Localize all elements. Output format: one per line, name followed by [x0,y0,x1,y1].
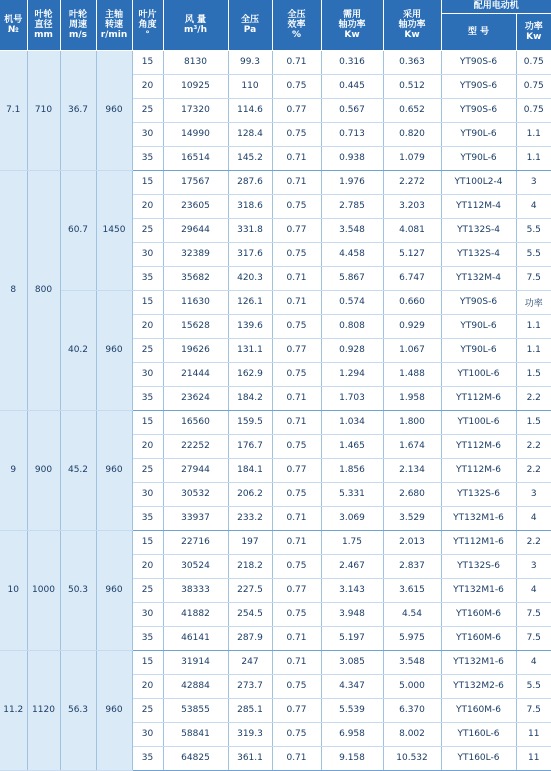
efficiency-cell: 0.71 [272,50,321,74]
total-pressure-cell: 145.2 [228,146,272,170]
used-power-cell: 3.615 [383,578,441,602]
motor-power-cell: 1.5 [516,362,551,386]
blade-angle-cell: 35 [132,506,163,530]
motor-model-cell: YT132S-4 [441,242,516,266]
total-pressure-cell: 254.5 [228,602,272,626]
blade-angle-cell: 35 [132,746,163,770]
motor-model-cell: YT132M1-6 [441,650,516,674]
motor-power-cell: 3 [516,170,551,194]
efficiency-cell: 0.77 [272,578,321,602]
airflow-cell: 10925 [163,74,228,98]
total-pressure-cell: 331.8 [228,218,272,242]
motor-power-cell: 1.1 [516,122,551,146]
motor-model-cell: YT160M-6 [441,626,516,650]
airflow-cell: 33937 [163,506,228,530]
motor-power-cell: 7.5 [516,266,551,290]
required-power-cell: 1.465 [321,434,383,458]
header-used-power: 采用 轴功率 Kw [383,0,441,50]
airflow-cell: 8130 [163,50,228,74]
motor-power-cell: 2.2 [516,530,551,554]
table-header [0,0,551,50]
used-power-cell: 0.652 [383,98,441,122]
efficiency-cell: 0.71 [272,506,321,530]
required-power-cell: 1.856 [321,458,383,482]
efficiency-cell: 0.75 [272,242,321,266]
used-power-cell: 0.820 [383,122,441,146]
efficiency-cell: 0.75 [272,602,321,626]
used-power-cell: 4.54 [383,602,441,626]
header-total-pressure: 全压 Pa [228,0,272,50]
shaft-speed-cell: 960 [96,650,132,770]
total-pressure-cell: 126.1 [228,290,272,314]
blade-angle-cell: 30 [132,242,163,266]
efficiency-cell: 0.75 [272,482,321,506]
efficiency-cell: 0.77 [272,218,321,242]
total-pressure-cell: 318.6 [228,194,272,218]
motor-model-cell: YT160L-6 [441,746,516,770]
motor-model-cell: YT90S-6 [441,290,516,314]
motor-model-cell: YT90S-6 [441,74,516,98]
efficiency-cell: 0.71 [272,170,321,194]
motor-power-cell: 1.1 [516,146,551,170]
airflow-cell: 27944 [163,458,228,482]
efficiency-cell: 0.75 [272,434,321,458]
blade-angle-cell: 25 [132,458,163,482]
motor-power-cell: 1.5 [516,410,551,434]
motor-power-cell: 11 [516,722,551,746]
motor-model-cell: YT132M1-6 [441,578,516,602]
airflow-cell: 16514 [163,146,228,170]
motor-model-cell: YT160L-6 [441,722,516,746]
required-power-cell: 0.445 [321,74,383,98]
blade-angle-cell: 25 [132,98,163,122]
header-motor: 配用电动机 [441,0,551,13]
motor-power-cell: 4 [516,578,551,602]
required-power-cell: 1.294 [321,362,383,386]
efficiency-cell: 0.77 [272,698,321,722]
motor-power-cell: 5.5 [516,674,551,698]
total-pressure-cell: 99.3 [228,50,272,74]
blade-angle-cell: 15 [132,290,163,314]
motor-model-cell: YT90L-6 [441,338,516,362]
used-power-cell: 0.363 [383,50,441,74]
motor-model-cell: YT132S-4 [441,218,516,242]
efficiency-cell: 0.75 [272,362,321,386]
used-power-cell: 3.203 [383,194,441,218]
airflow-cell: 21444 [163,362,228,386]
motor-power-cell: 4 [516,506,551,530]
blade-angle-cell: 25 [132,218,163,242]
used-power-cell: 6.747 [383,266,441,290]
required-power-cell: 0.713 [321,122,383,146]
efficiency-cell: 0.71 [272,146,321,170]
total-pressure-cell: 184.1 [228,458,272,482]
airflow-cell: 53855 [163,698,228,722]
airflow-cell: 15628 [163,314,228,338]
total-pressure-cell: 176.7 [228,434,272,458]
total-pressure-cell: 317.6 [228,242,272,266]
motor-power-cell: 2.2 [516,434,551,458]
table-row [0,410,551,434]
motor-power-cell: 0.75 [516,50,551,74]
machine-no-cell: 8 [0,170,27,410]
header-motor-power: 功率 Kw [516,13,551,50]
motor-model-cell: YT132M-4 [441,266,516,290]
motor-power-cell: 1.1 [516,338,551,362]
efficiency-cell: 0.77 [272,338,321,362]
airflow-cell: 35682 [163,266,228,290]
used-power-cell: 2.837 [383,554,441,578]
motor-model-cell: YT112M-6 [441,386,516,410]
blade-angle-cell: 30 [132,602,163,626]
required-power-cell: 6.958 [321,722,383,746]
total-pressure-cell: 184.2 [228,386,272,410]
efficiency-cell: 0.71 [272,626,321,650]
motor-model-cell: YT112M-4 [441,194,516,218]
efficiency-cell: 0.71 [272,386,321,410]
total-pressure-cell: 110 [228,74,272,98]
required-power-cell: 0.567 [321,98,383,122]
blade-angle-cell: 35 [132,626,163,650]
efficiency-cell: 0.75 [272,722,321,746]
airflow-cell: 29644 [163,218,228,242]
total-pressure-cell: 285.1 [228,698,272,722]
efficiency-cell: 0.71 [272,746,321,770]
efficiency-cell: 0.75 [272,122,321,146]
required-power-cell: 5.867 [321,266,383,290]
motor-power-cell: 2.2 [516,458,551,482]
blade-angle-cell: 30 [132,122,163,146]
header-blade-angle: 叶片 角度 ° [132,0,163,50]
tip-speed-cell: 56.3 [60,650,96,770]
blade-angle-cell: 20 [132,74,163,98]
motor-power-cell: 7.5 [516,698,551,722]
airflow-cell: 38333 [163,578,228,602]
efficiency-cell: 0.71 [272,290,321,314]
airflow-cell: 17567 [163,170,228,194]
motor-power-cell: 7.5 [516,626,551,650]
header-tip-speed: 叶轮 周速 m/s [60,0,96,50]
machine-no-cell: 9 [0,410,27,530]
required-power-cell: 9.158 [321,746,383,770]
header-efficiency: 全压 效率 % [272,0,321,50]
motor-power-cell: 0.75 [516,74,551,98]
header-machine-no: 机号 № [0,0,27,50]
airflow-cell: 23624 [163,386,228,410]
motor-model-cell: YT90L-6 [441,314,516,338]
tip-speed-cell: 50.3 [60,530,96,650]
motor-model-cell: YT132M1-6 [441,506,516,530]
airflow-cell: 42884 [163,674,228,698]
airflow-cell: 16560 [163,410,228,434]
total-pressure-cell: 227.5 [228,578,272,602]
header-airflow: 风 量 m³/h [163,0,228,50]
used-power-cell: 5.127 [383,242,441,266]
required-power-cell: 0.938 [321,146,383,170]
shaft-speed-cell: 960 [96,530,132,650]
required-power-cell: 3.948 [321,602,383,626]
header-impeller-diameter: 叶轮 直径 mm [27,0,60,50]
airflow-cell: 22716 [163,530,228,554]
impeller-diameter-cell: 1000 [27,530,60,650]
table-row [0,650,551,674]
airflow-cell: 22252 [163,434,228,458]
required-power-cell: 5.539 [321,698,383,722]
airflow-cell: 19626 [163,338,228,362]
blade-angle-cell: 15 [132,50,163,74]
used-power-cell: 0.929 [383,314,441,338]
used-power-cell: 1.674 [383,434,441,458]
blade-angle-cell: 30 [132,362,163,386]
motor-model-cell: YT160M-6 [441,698,516,722]
airflow-cell: 32389 [163,242,228,266]
efficiency-cell: 0.75 [272,554,321,578]
impeller-diameter-cell: 900 [27,410,60,530]
total-pressure-cell: 287.6 [228,170,272,194]
used-power-cell: 8.002 [383,722,441,746]
motor-model-cell: YT132M2-6 [441,674,516,698]
efficiency-cell: 0.77 [272,98,321,122]
motor-model-cell: YT132S-6 [441,482,516,506]
required-power-cell: 4.347 [321,674,383,698]
used-power-cell: 2.680 [383,482,441,506]
total-pressure-cell: 218.2 [228,554,272,578]
header-required-power: 需用 轴功率 Kw [321,0,383,50]
motor-model-cell: YT90S-6 [441,98,516,122]
efficiency-cell: 0.75 [272,194,321,218]
required-power-cell: 3.085 [321,650,383,674]
table-row [0,530,551,554]
used-power-cell: 5.975 [383,626,441,650]
airflow-cell: 30524 [163,554,228,578]
efficiency-cell: 0.75 [272,674,321,698]
used-power-cell: 1.800 [383,410,441,434]
machine-no-cell: 10 [0,530,27,650]
blade-angle-cell: 35 [132,266,163,290]
total-pressure-cell: 159.5 [228,410,272,434]
motor-power-cell: 4 [516,194,551,218]
table-body [0,50,551,770]
used-power-cell: 1.488 [383,362,441,386]
used-power-cell: 3.548 [383,650,441,674]
required-power-cell: 5.197 [321,626,383,650]
required-power-cell: 0.316 [321,50,383,74]
airflow-cell: 31914 [163,650,228,674]
efficiency-cell: 0.71 [272,410,321,434]
total-pressure-cell: 287.9 [228,626,272,650]
table-row [0,170,551,194]
blade-angle-cell: 25 [132,698,163,722]
total-pressure-cell: 128.4 [228,122,272,146]
blade-angle-cell: 35 [132,146,163,170]
motor-model-cell: YT100L2-4 [441,170,516,194]
required-power-cell: 5.331 [321,482,383,506]
used-power-cell: 3.529 [383,506,441,530]
motor-model-cell: YT112M1-6 [441,530,516,554]
efficiency-cell: 0.71 [272,650,321,674]
total-pressure-cell: 139.6 [228,314,272,338]
required-power-cell: 1.034 [321,410,383,434]
total-pressure-cell: 247 [228,650,272,674]
total-pressure-cell: 197 [228,530,272,554]
used-power-cell: 5.000 [383,674,441,698]
required-power-cell: 3.069 [321,506,383,530]
required-power-cell: 0.808 [321,314,383,338]
required-power-cell: 2.785 [321,194,383,218]
motor-model-cell: YT112M-6 [441,458,516,482]
used-power-cell: 2.013 [383,530,441,554]
tip-speed-cell: 60.7 [60,170,96,290]
required-power-cell: 1.75 [321,530,383,554]
total-pressure-cell: 319.3 [228,722,272,746]
header-motor-model: 型 号 [441,13,516,50]
motor-power-cell: 2.2 [516,386,551,410]
motor-power-cell: 3 [516,554,551,578]
motor-power-cell: 功率 [516,290,551,314]
used-power-cell: 0.660 [383,290,441,314]
impeller-diameter-cell: 800 [27,170,60,410]
required-power-cell: 4.458 [321,242,383,266]
blade-angle-cell: 25 [132,578,163,602]
required-power-cell: 3.143 [321,578,383,602]
blade-angle-cell: 25 [132,338,163,362]
required-power-cell: 3.548 [321,218,383,242]
motor-power-cell: 4 [516,650,551,674]
blade-angle-cell: 20 [132,554,163,578]
total-pressure-cell: 162.9 [228,362,272,386]
required-power-cell: 1.703 [321,386,383,410]
blade-angle-cell: 20 [132,194,163,218]
motor-power-cell: 0.75 [516,98,551,122]
required-power-cell: 2.467 [321,554,383,578]
used-power-cell: 10.532 [383,746,441,770]
airflow-cell: 58841 [163,722,228,746]
motor-model-cell: YT90S-6 [441,50,516,74]
motor-model-cell: YT112M-6 [441,434,516,458]
motor-power-cell: 1.1 [516,314,551,338]
blade-angle-cell: 20 [132,314,163,338]
blade-angle-cell: 15 [132,530,163,554]
used-power-cell: 1.958 [383,386,441,410]
machine-no-cell: 7.1 [0,50,27,170]
blade-angle-cell: 15 [132,650,163,674]
airflow-cell: 23605 [163,194,228,218]
motor-model-cell: YT132S-6 [441,554,516,578]
shaft-speed-cell: 960 [96,290,132,410]
used-power-cell: 0.512 [383,74,441,98]
shaft-speed-cell: 1450 [96,170,132,290]
airflow-cell: 46141 [163,626,228,650]
tip-speed-cell: 45.2 [60,410,96,530]
airflow-cell: 41882 [163,602,228,626]
required-power-cell: 0.928 [321,338,383,362]
impeller-diameter-cell: 1120 [27,650,60,770]
shaft-speed-cell: 960 [96,410,132,530]
efficiency-cell: 0.75 [272,314,321,338]
header-shaft-speed: 主轴 转速 r/min [96,0,132,50]
blade-angle-cell: 30 [132,482,163,506]
used-power-cell: 4.081 [383,218,441,242]
table-row [0,50,551,74]
motor-model-cell: YT90L-6 [441,122,516,146]
blade-angle-cell: 35 [132,386,163,410]
total-pressure-cell: 114.6 [228,98,272,122]
blade-angle-cell: 15 [132,410,163,434]
motor-power-cell: 5.5 [516,218,551,242]
total-pressure-cell: 206.2 [228,482,272,506]
motor-model-cell: YT90L-6 [441,146,516,170]
table-row [0,290,551,314]
total-pressure-cell: 273.7 [228,674,272,698]
motor-model-cell: YT100L-6 [441,362,516,386]
used-power-cell: 1.067 [383,338,441,362]
total-pressure-cell: 131.1 [228,338,272,362]
motor-power-cell: 5.5 [516,242,551,266]
total-pressure-cell: 233.2 [228,506,272,530]
total-pressure-cell: 361.1 [228,746,272,770]
total-pressure-cell: 420.3 [228,266,272,290]
airflow-cell: 17320 [163,98,228,122]
motor-power-cell: 7.5 [516,602,551,626]
motor-power-cell: 11 [516,746,551,770]
shaft-speed-cell: 960 [96,50,132,170]
blade-angle-cell: 20 [132,434,163,458]
efficiency-cell: 0.77 [272,458,321,482]
required-power-cell: 1.976 [321,170,383,194]
machine-no-cell: 11.2 [0,650,27,770]
used-power-cell: 1.079 [383,146,441,170]
motor-power-cell: 3 [516,482,551,506]
used-power-cell: 2.272 [383,170,441,194]
required-power-cell: 0.574 [321,290,383,314]
airflow-cell: 30532 [163,482,228,506]
used-power-cell: 6.370 [383,698,441,722]
tip-speed-cell: 36.7 [60,50,96,170]
airflow-cell: 64825 [163,746,228,770]
efficiency-cell: 0.75 [272,74,321,98]
tip-speed-cell: 40.2 [60,290,96,410]
efficiency-cell: 0.71 [272,266,321,290]
airflow-cell: 11630 [163,290,228,314]
airflow-cell: 14990 [163,122,228,146]
blade-angle-cell: 20 [132,674,163,698]
impeller-diameter-cell: 710 [27,50,60,170]
motor-model-cell: YT100L-6 [441,410,516,434]
blade-angle-cell: 30 [132,722,163,746]
blade-angle-cell: 15 [132,170,163,194]
used-power-cell: 2.134 [383,458,441,482]
efficiency-cell: 0.71 [272,530,321,554]
motor-model-cell: YT160M-6 [441,602,516,626]
